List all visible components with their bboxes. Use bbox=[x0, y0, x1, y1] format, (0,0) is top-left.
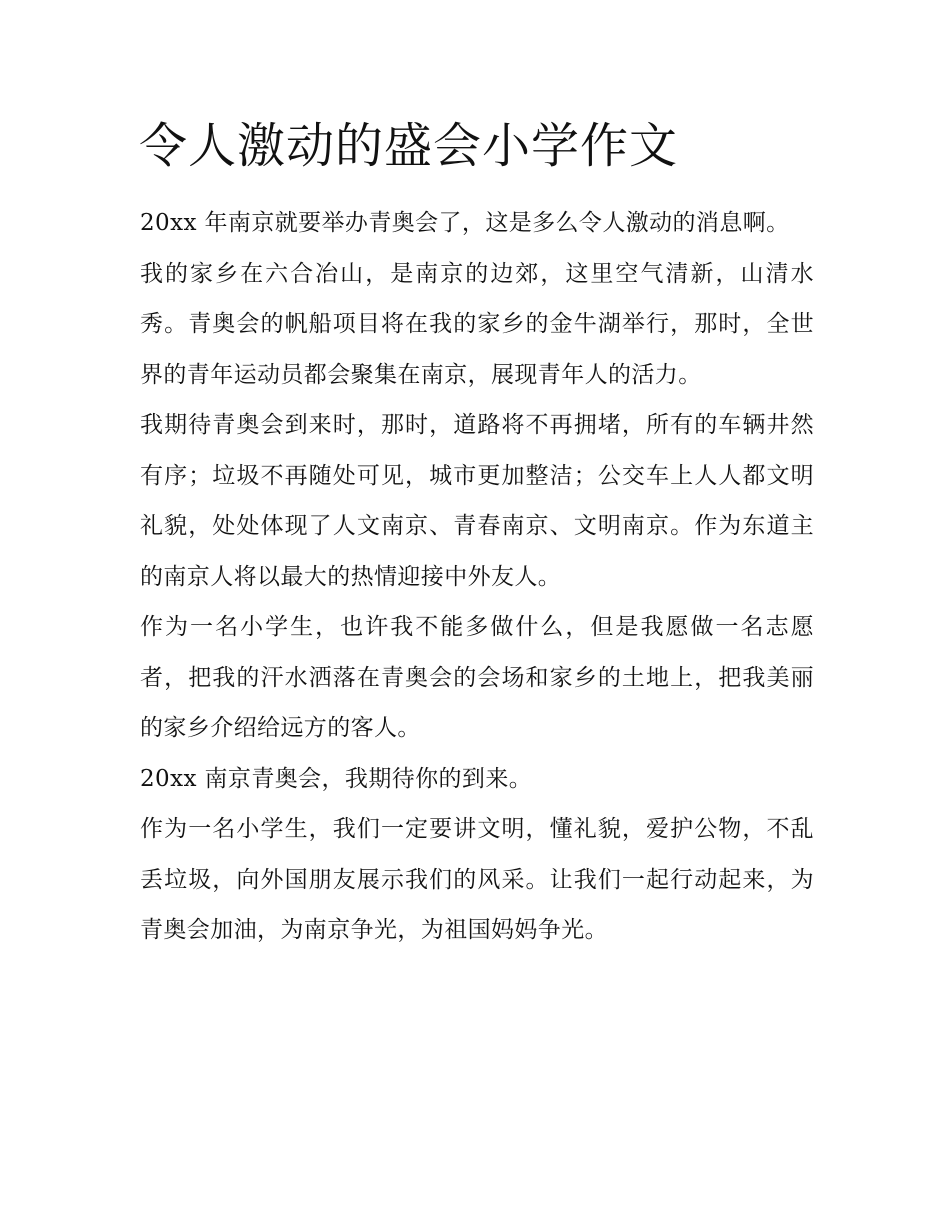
paragraph-1: 20xx 年南京就要举办青奥会了，这是多么令人激动的消息啊。 bbox=[140, 210, 790, 236]
document-title: 令人激动的盛会小学作文 bbox=[139, 118, 679, 174]
paragraph-2: 我的家乡在六合冶山，是南京的边郊，这里空气清新，山清水秀。青奥会的帆船项目将在我的家乡的金牛湖举行，那时，全世界的青年运动员都会聚集在南京，展现青年人的活力。 bbox=[140, 260, 814, 388]
document-body bbox=[140, 198, 814, 956]
paragraph-4: 作为一名小学生，也许我不能多做什么，但是我愿做一名志愿者，把我的汗水洒落在青奥会的会场和家乡的土地上，把我美丽的家乡介绍给远方的客人。 bbox=[140, 614, 814, 741]
paragraph-5: 20xx 南京青奥会，我期待你的到来。 bbox=[140, 765, 533, 792]
paragraph-6: 作为一名小学生，我们一定要讲文明，懂礼貌，爱护公物，不乱丢垃圾，向外国朋友展示我们的风采。让我们一起行动起来，为青奥会加油，为南京争光，为祖国妈妈争光。 bbox=[140, 816, 814, 943]
paragraph-3: 我期待青奥会到来时，那时，道路将不再拥堵，所有的车辆井然有序；垃圾不再随处可见，城市更加整洁；公交车上人人都文明礼貌，处处体现了人文南京、青春南京、文明南京。作为东道主的南京人将以最大的热情迎接中外友人。 bbox=[140, 412, 814, 590]
